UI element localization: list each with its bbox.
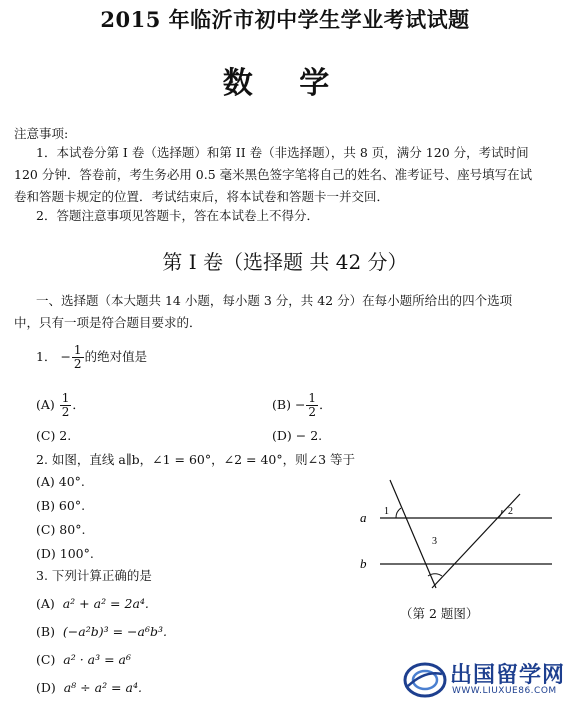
q3-a-expr: a² + a² = 2a⁴. xyxy=(62,596,149,611)
q1-frac-den: 2 xyxy=(73,357,82,371)
q3-d-expr: a⁸ ÷ a² = a⁴. xyxy=(63,680,142,695)
q3-option-b xyxy=(36,624,167,639)
q3-a-label: (A) xyxy=(36,596,55,611)
q2-option-c: (C) 80°. xyxy=(36,522,86,537)
label-a: a xyxy=(360,510,367,525)
q1-number: 1． xyxy=(36,349,57,364)
watermark-logo xyxy=(400,658,568,702)
q3-option-a xyxy=(36,596,149,611)
watermark-name: 出国留学网 xyxy=(450,663,566,688)
q3-option-d xyxy=(36,680,142,695)
q1-b-tail: ． xyxy=(319,397,332,412)
q1-b-minus: − xyxy=(294,397,306,412)
q1-b-den: 2 xyxy=(308,405,317,419)
notice-heading: 注意事项: xyxy=(14,126,69,141)
globe-logo-icon xyxy=(402,660,448,700)
q1-option-a xyxy=(36,392,85,419)
notice-item-2: 2．答题注意事项见答题卡，答在本试卷上不得分． xyxy=(36,208,319,223)
section-instruction: 一、选择题（本大题共 14 小题，每小题 3 分，共 42 分）在每小题所给出的四个选项中，只有一项是符合题目要求的． xyxy=(14,293,513,330)
q1-option-b xyxy=(272,392,332,419)
q3-c-expr: a² · a³ = a⁶ xyxy=(63,652,132,667)
q1-a-den: 2 xyxy=(61,405,70,419)
q1-frac-num: 1 xyxy=(73,343,82,357)
subject-title: 数 学 xyxy=(222,66,348,101)
angle-1-label: 1 xyxy=(384,506,389,517)
question-2: 2. 如图，直线 a∥b，∠1 = 60°，∠2 = 40°，则∠3 等于 xyxy=(36,452,356,467)
parallel-lines-diagram xyxy=(352,472,562,600)
angle-2-label: 2 xyxy=(508,506,513,517)
q1-fraction xyxy=(72,344,84,371)
q1-a-fraction xyxy=(60,392,72,419)
q1-b-label: (B) xyxy=(272,397,291,412)
label-b: b xyxy=(360,556,367,571)
q1-a-tail: ． xyxy=(72,397,85,412)
q3-option-c xyxy=(36,652,131,667)
angle-3-label: 3 xyxy=(432,536,437,547)
transversal-right xyxy=(432,494,520,588)
q1-b-fraction xyxy=(306,392,318,419)
q3-d-label: (D) xyxy=(36,680,56,695)
q1-tail: 的绝对值是 xyxy=(84,349,148,364)
q1-a-label: (A) xyxy=(36,397,55,412)
question-3: 3. 下列计算正确的是 xyxy=(36,568,152,583)
q1-b-num: 1 xyxy=(308,391,317,405)
figure-caption: （第 2 题图） xyxy=(400,606,479,621)
q1-a-num: 1 xyxy=(61,391,70,405)
question-1 xyxy=(36,344,147,371)
notice-item-1: 1．本试卷分第 I 卷（选择题）和第 II 卷（非选择题），共 8 页，满分 120 分，考试时间 120 分钟．答卷前，考生务必用 0.5 毫米黑色签字笔将自己的姓名、准考证号、座号填写在试卷和答题卡规定的位置．考试结束后，将本试卷和答题卡一并交回． xyxy=(14,145,533,204)
q2-option-a: (A) 40°. xyxy=(36,474,85,489)
q1-option-d: (D) − 2. xyxy=(272,428,323,443)
q1-minus: − xyxy=(60,349,71,364)
angle-1-arc xyxy=(396,508,401,518)
q3-b-expr: (−a²b)³ = −a⁶b³. xyxy=(62,624,167,639)
q3-b-label: (B) xyxy=(36,624,55,639)
watermark-url: WWW.LIUXUE86.COM xyxy=(452,686,557,696)
q3-c-label: (C) xyxy=(36,652,56,667)
q1-option-c: (C) 2. xyxy=(36,428,72,443)
q2-option-b: (B) 60°. xyxy=(36,498,86,513)
exam-title: 2015 年临沂市初中学生学业考试试题 xyxy=(100,7,470,32)
section-title: 第 I 卷（选择题 共 42 分） xyxy=(162,250,408,274)
transversal-left xyxy=(390,480,436,588)
q2-option-d: (D) 100°. xyxy=(36,546,94,561)
